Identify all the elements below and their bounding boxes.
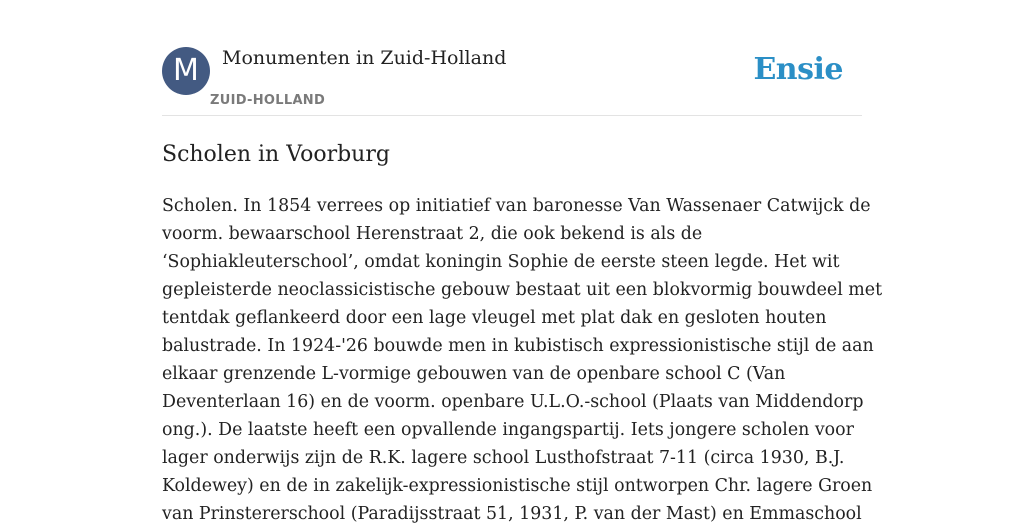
article-body-line: tentdak geflankeerd door een lage vleugel met plat dak en gesloten houten — [162, 308, 827, 328]
article-body-line: ‘Sophiakleuterschool’, omdat koningin Sophie de eerste steen legde. Het wit — [162, 252, 840, 272]
article-body-line: gepleisterde neoclassicistische gebouw bestaat uit een blokvormig bouwdeel met — [162, 280, 883, 300]
article-body-line: balustrade. In 1924-'26 bouwde men in kubistisch expressionistische stijl de aan — [162, 336, 874, 356]
publication-subtitle[interactable]: ZUID-HOLLAND — [210, 93, 326, 108]
ensie-logo[interactable]: Ensie — [753, 52, 843, 87]
article-body-line: lager onderwijs zijn de R.K. lagere school Lusthofstraat 7-11 (circa 1930, B.J. — [162, 448, 845, 468]
article-body-line: Scholen. In 1854 verrees op initiatief van baronesse Van Wassenaer Catwijck de — [162, 196, 871, 216]
article-body-line: van Prinstererschool (Paradijsstraat 51, 1931, P. van der Mast) en Emmaschool — [162, 504, 862, 524]
article-body-line: ong.). De laatste heeft een opvallende ingangspartij. Iets jongere scholen voor — [162, 420, 854, 440]
article-body-line: Deventerlaan 16) en de voorm. openbare U.L.O.-school (Plaats van Middendorp — [162, 392, 864, 412]
article-body — [162, 192, 882, 528]
article-body-line: Koldewey) en de in zakelijk-expressionistische stijl ontworpen Chr. lagere Groen — [162, 476, 873, 496]
header-divider — [162, 115, 862, 116]
article-body-line: voorm. bewaarschool Herenstraat 2, die ook bekend is als de — [162, 224, 703, 244]
article-title: Scholen in Voorburg — [162, 142, 390, 167]
header — [162, 46, 862, 116]
article-body-line: elkaar grenzende L-vormige gebouwen van de openbare school C (Van — [162, 364, 786, 384]
publication-avatar[interactable]: M — [162, 47, 210, 95]
publication-title[interactable]: Monumenten in Zuid-Holland — [222, 47, 507, 69]
